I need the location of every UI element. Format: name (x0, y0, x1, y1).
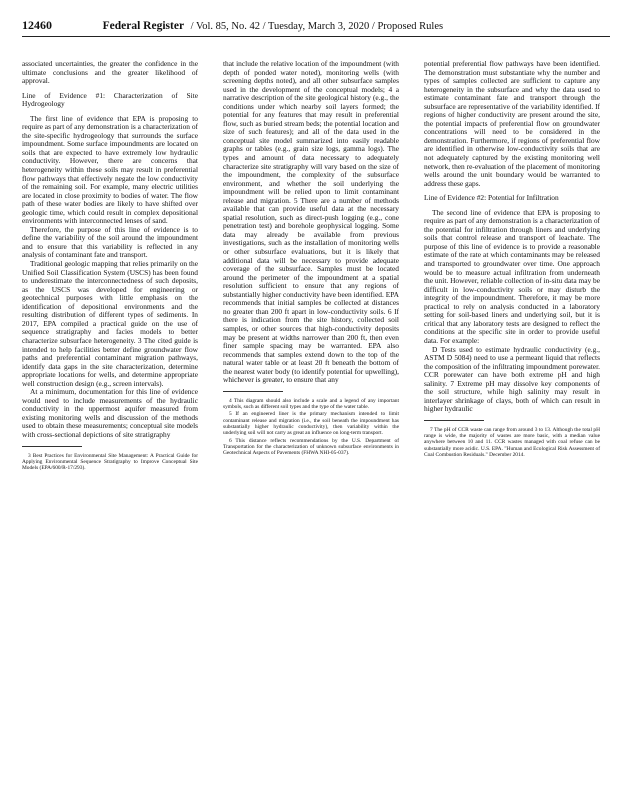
footnote-rule (424, 420, 484, 421)
paragraph: The second line of evidence that EPA is proposing to require as part of any demonstration is a characterization of the potential for infiltration through liners and underlying soils that control release and transport of leachate. The purpose of this line of evidence is to provide a reasonable estimate of the rate at which contaminants may be released and transported to groundwater over time. One approach would be to measure actual infiltration from underneath the unit. However, reliable collection of in-situ data may be difficult in low-conductivity soils or may disturb the integrity of the impoundment. Therefore, it may be more practical to rely on analysis conducted in a laboratory setting for soil-based liners and underlying soil, but it is critical that any laboratory tests are designed to reflect the conditions at the specific site in order to provide useful data. For example: (424, 207, 600, 345)
section-heading: Line of Evidence #1: Characterization of Site Hydrogeology (22, 90, 198, 109)
page-header (22, 18, 608, 34)
footnote-rule (223, 391, 283, 392)
paragraph: potential preferential flow pathways have been identified. The demonstration must substantiate why the number and types of samples collected are sufficient to capture any heterogeneity in the subsurface and why the data used to estimate contaminant fate and transport through the subsurface are representative of the variability identified. If regions of higher conductivity are present around the site, the potential impacts of preferential flow on groundwater concentrations will need to be considered in the demonstration. Furthermore, if regions of preferential flow are identified in otherwise low-conductivity soils that are not adequately captured by the existing monitoring well network, then re-evaluation of the placement of monitoring wells around the unit boundary would be warranted to address these gaps. (424, 59, 600, 188)
footnote: 5 If an engineered liner is the primary mechanism intended to limit contaminant release and migration (i.e., the soil beneath the impoundment has substantially higher hydraulic conductivity), then variability within the underlying soil will not carry as great an influence on long-term transport. (223, 411, 399, 437)
header-rule (22, 36, 610, 37)
footnote: 3 Best Practices for Environmental Site Management: A Practical Guide for Applying Environmental Sequence Stratigraphy to Improve Conceptual Site Models (EPA/600/R-17/293). (22, 452, 198, 472)
paragraph: that include the relative location of the impoundment (with depth of ponded water noted), monitoring wells (with screening depths noted), and all other subsurface samples used in the development of the conceptual models; 4 a narrative description of the site geological history (e.g., the conditions under which nearby soil layers formed; the potential for any features that may result in preferential flow, such as buried stream beds; the potential location and size of such features); and all of the data used in the conceptual site model summarized into easily readable graphs or tables (e.g., grain size logs, gamma logs). The types and amount of data necessary to adequately characterize site stratigraphy will vary based on the size of the impoundment, the complexity of the subsurface environment, and whether the soil underlying the impoundment will be relied upon to limit contaminant release and migration. 5 There are a number of methods available that can provide useful data at the necessary spatial resolution, such as direct-push logging (e.g., cone penetration test) and borehole geophysical logging. Some data may already be available from previous investigations, such as the installation of monitoring wells or other subsurface evaluations, but it is likely that additional data will be necessary to provide adequate coverage of the subsurface. Samples must be located around the perimeter of the impoundment at a spatial resolution sufficient to ensure that any regions of substantially higher conductivity have been identified. EPA recommends that initial samples be collected at distances no greater than 200 ft apart in low-conductivity soils. 6 If there is indication from the site history, collected soil samples, or other sources that high-conductivity deposits may be present at widths narrower than 200 ft, then even finer sample spacing may be warranted. EPA also recommends that samples extend down to the top of the natural water table or at least 20 ft beneath the bottom of the nearest water body (to identify potential for upwelling), whichever is greater, to ensure that any (223, 59, 399, 385)
column-2 (223, 60, 399, 457)
footnote: 7 The pH of CCR waste can range from around 3 to 13. Although the total pH range is wide, the majority of wastes are more basic, with a median value anywhere between 10 and 11. CCR wastes managed with coal refuse can be substantially more acidic. U.S. EPA. "Human and Ecological Risk Assessment of Coal Combustion Residuals." December 2014. (424, 426, 600, 459)
paragraph: associated uncertainties, the greater the confidence in the ultimate conclusions and the greater likelihood of approval. (22, 59, 198, 86)
column-3 (424, 60, 600, 459)
page-number: 12460 (22, 18, 52, 32)
paragraph: The first line of evidence that EPA is proposing to require as part of any demonstration is a characterization of the site-specific hydrogeology that surrounds the surface impoundment. Some surface impoundments are located on soils that are expected to have extremely low hydraulic conductivity. However, there are concerns that heterogeneity within these soils may result in preferential flow pathways that effectively negate the low conductivity of the remaining soil. For example, many electric utilities are located in close proximity to bodies of water. The flow path of these water bodies are likely to have shifted over geologic time, which could result in complex depositional environments with interconnected lenses of sand. (22, 113, 198, 226)
paragraph: At a minimum, documentation for this line of evidence would need to include measurements of the hydraulic conductivity in the uppermost aquifer measured from existing monitoring wells and discussion of the methods used to obtain these measurements; conceptual site models with cross-sectional depictions of site stratigraphy (22, 387, 198, 439)
paragraph: D Tests used to estimate hydraulic conductivity (e.g., ASTM D 5084) need to use a permeant liquid that reflects the composition of the infiltrating impoundment porewater. CCR porewater can have both extreme pH and high salinity. 7 Extreme pH may dissolve key components of the soil structure, while high salinity may result in interlayer shrinkage of clays, both of which can result in higher hydraulic (424, 344, 600, 414)
footnote: 4 This diagram should also include a scale and a legend of any important symbols, such as different soil types and the type of the water table. (223, 397, 399, 411)
footnote-rule (22, 446, 82, 447)
column-1 (22, 60, 198, 472)
footnotes (424, 427, 600, 458)
footnotes (22, 453, 198, 472)
publication-title: Federal Register (102, 20, 185, 32)
issue-details: / Vol. 85, No. 42 / Tuesday, March 3, 2020 / Proposed Rules (190, 21, 444, 32)
paragraph: Traditional geologic mapping that relies primarily on the Unified Soil Classification System (USCS) has been found to underestimate the interconnectedness of such deposits, as the USCS was developed for engineering or geotechnical purposes with little emphasis on the identification of depositional environments and the resulting distribution of different types of sediments. In 2017, EPA compiled a practical guide on the use of sequence stratigraphy and facies models to better characterize subsurface heterogeneity. 3 The cited guide is intended to help facilities better define groundwater flow paths and preferential contaminant migration pathways, identify data gaps in the site characterization, determine appropriate locations for wells, and determine appropriate well construction design (e.g., screen intervals). (22, 259, 198, 388)
paragraph: Therefore, the purpose of this line of evidence is to define the variability of the soil around the impoundment and to ensure that this variability is reflected in any analysis of contaminant fate and transport. (22, 224, 198, 260)
section-heading: Line of Evidence #2: Potential for Infiltration (424, 193, 559, 203)
footnotes (223, 398, 399, 457)
footnote: 6 This distance reflects recommendations by the U.S. Department of Transportation for the characterization of unknown subsurface environments in Geotechnical Aspects of Pavements (FHWA NHI-05-037). (223, 437, 399, 457)
